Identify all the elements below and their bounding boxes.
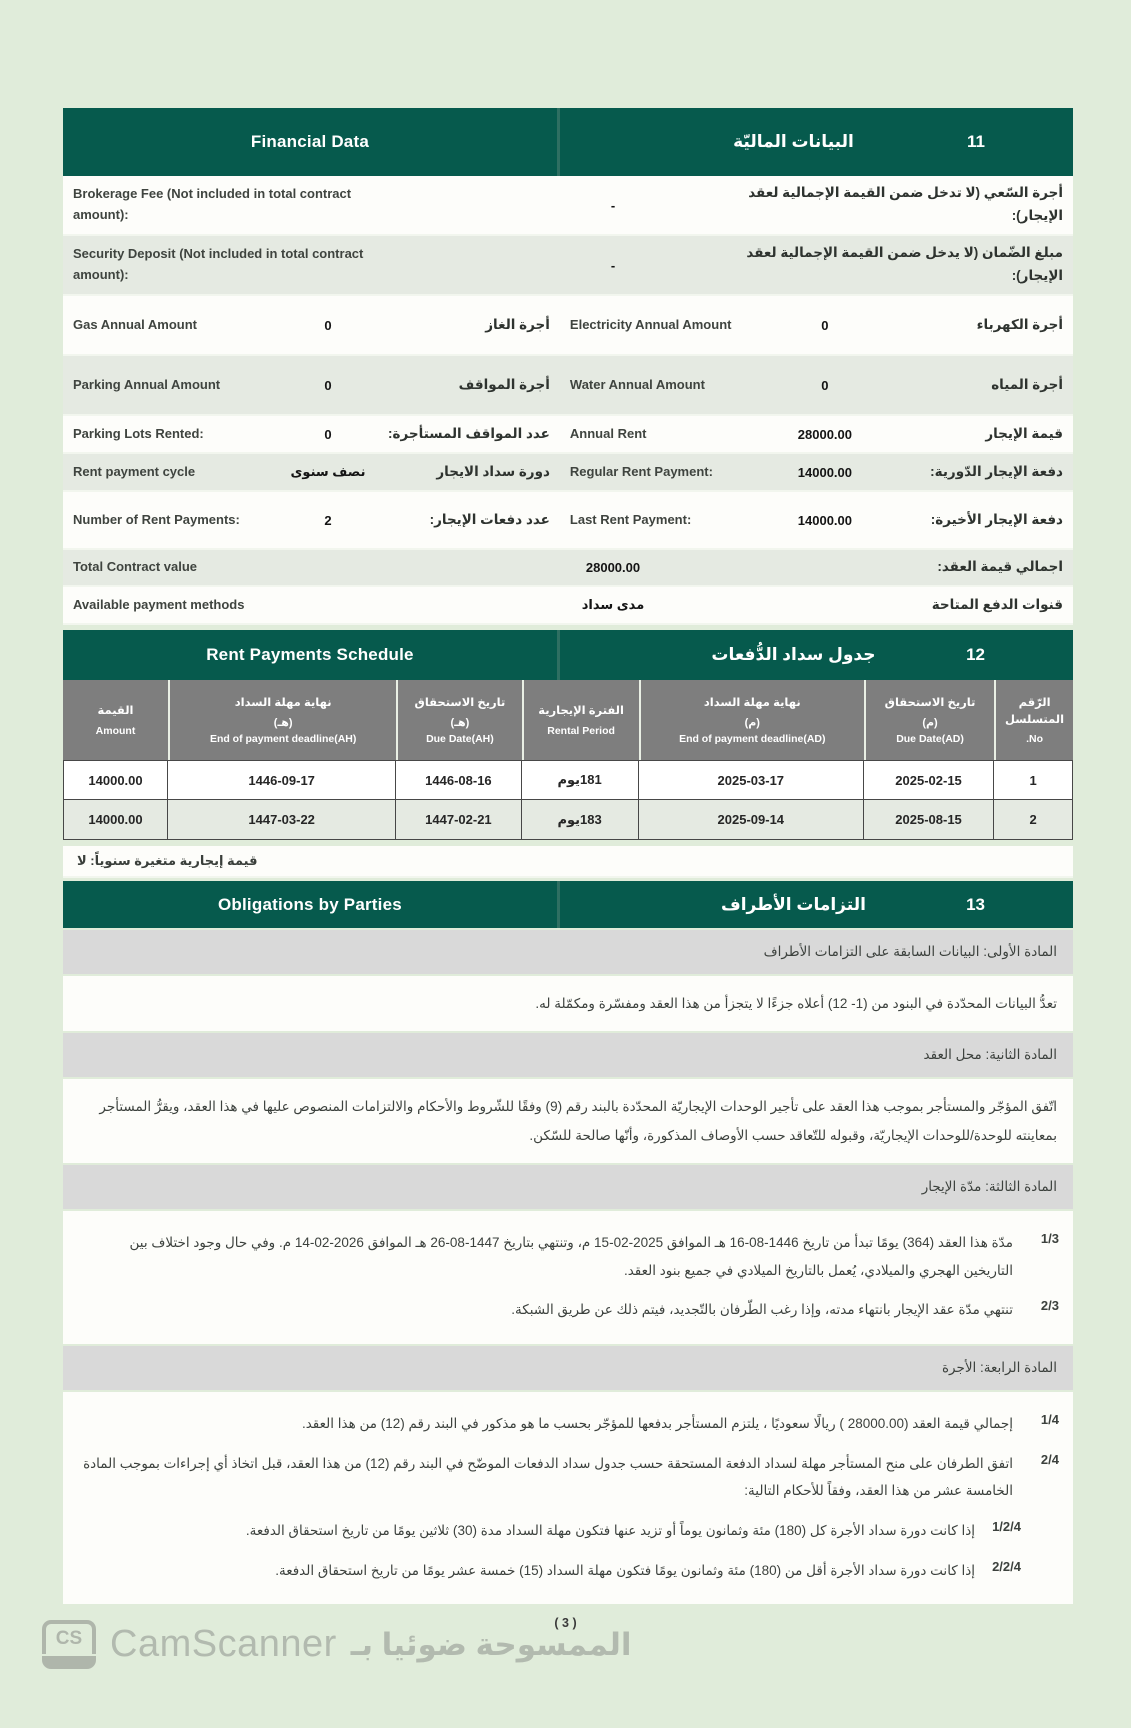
clause-text: إذا كانت دورة سداد الأجرة كل (180) مئة وثمانون يوماً أو تزيد عنها فتكون مهلة السداد مدة (30) ثلاثين يومًا من تاريخ استحقاق الدفعة. xyxy=(245,1523,975,1539)
camscanner-logo-icon xyxy=(42,1620,96,1669)
value: 14000.00 xyxy=(797,512,853,528)
article-2-text: اتّفق المؤجّر والمستأجر بموجب هذا العقد على تأجير الوحدات الإيجاريّة المحدّدة بالبند رقم (9) وفقًا للشّروط والأحكام والالتزامات المنصوص عليها في هذا العقد، ويقرُّ المستأجر بمعاينته للوحدة/للوحدات الإيجاريّة، وقبوله للتّعاقد حسب الأوصاف المذكورة، وأنّها صالحة للسّكن. xyxy=(63,1079,1073,1163)
value: مدى سداد xyxy=(581,597,645,612)
col-ar-sub: (م) xyxy=(922,717,938,730)
cell-annual-rent xyxy=(560,423,1073,446)
section-header-obligations xyxy=(63,881,1073,928)
value: 2 xyxy=(324,512,332,528)
col-due-date-ad xyxy=(864,680,994,760)
cell-parking-lots xyxy=(63,423,560,446)
row-security-deposit xyxy=(63,236,1073,296)
clause-1-2-4 xyxy=(77,1517,1059,1545)
value: 0 xyxy=(821,317,829,333)
section-title-en: Financial Data xyxy=(250,132,369,151)
section-title-en-wrap xyxy=(63,630,560,680)
value: 14000.00 xyxy=(797,464,853,480)
clause-text: مدّة هذا العقد (364) يومًا تبدأ من تاريخ 1446-08-16 هـ الموافق 2025-02-15 م، وتنتهي بتاريخ 1447-08-26 هـ الموافق 2026-02-14 م. وفي حال وجود اختلاف بين التاريخين الهجري والميلادي، يُعمل بالتاريخ الميلادي في جميع بنود العقد. xyxy=(129,1235,1013,1278)
section-title-ar-wrap xyxy=(560,630,1073,680)
section-number: 12 xyxy=(966,645,985,664)
col-ar: نهاية مهلة السداد xyxy=(703,696,801,709)
cell-serial-no: 2 xyxy=(994,800,1073,840)
cell-due-date-ad: 2025-08-15 xyxy=(864,800,994,840)
clause-2-3 xyxy=(77,1296,1059,1324)
rent-payments-schedule xyxy=(63,630,1073,878)
cell-amount: 14000.00 xyxy=(63,760,168,800)
section-title-ar-wrap xyxy=(560,881,1073,928)
contract-page xyxy=(63,108,1073,1604)
label-ar: مبلغ الضّمان (لا يدخل ضمن القيمة الإجمالية لعقد الإيجار): xyxy=(746,245,1063,283)
obligations-section xyxy=(63,881,1073,1604)
cell-due-date-ad: 2025-02-15 xyxy=(864,760,994,800)
label-en: Regular Rent Payment: xyxy=(569,463,713,479)
cell-rental-period: 183يوم xyxy=(522,800,639,840)
value: 0 xyxy=(324,317,332,333)
cell-water xyxy=(560,374,1073,397)
clause-1-4 xyxy=(77,1410,1059,1438)
clause-number: 2/2/4 xyxy=(992,1558,1021,1574)
col-amount xyxy=(63,680,168,760)
camscanner-watermark xyxy=(42,1620,632,1669)
watermark-arabic-text: الممسوحة ضوئيا بـ xyxy=(350,1626,632,1662)
row-parking-water xyxy=(63,356,1073,416)
section-title-ar: البيانات الماليّة xyxy=(733,132,854,151)
section-number: 11 xyxy=(967,132,985,151)
label-en: Last Rent Payment: xyxy=(569,511,692,527)
value: - xyxy=(610,197,616,213)
value: 28000.00 xyxy=(585,560,641,575)
label-en: Parking Annual Amount xyxy=(73,376,221,392)
row-payment-methods xyxy=(63,587,1073,625)
col-en: End of payment deadline(AH) xyxy=(209,733,357,746)
value: 0 xyxy=(324,426,332,442)
section-title-en-wrap xyxy=(63,108,560,176)
cell-electricity xyxy=(560,314,1073,337)
label-ar: أجرة السّعي (لا تدخل ضمن القيمة الإجمالية لعقد الإيجار): xyxy=(748,185,1063,223)
value: 0 xyxy=(821,377,829,393)
section-title-en-wrap xyxy=(63,881,560,928)
value: 0 xyxy=(324,377,332,393)
camscanner-logo-bar xyxy=(42,1656,96,1669)
label-ar: دفعة الإيجار الدّورية: xyxy=(930,463,1063,479)
label-ar: عدد دفعات الإيجار: xyxy=(429,511,550,527)
col-serial-no xyxy=(994,680,1073,760)
col-en: Rental Period xyxy=(547,724,615,737)
schedule-row-2 xyxy=(63,800,1073,840)
col-ar: تاريخ الاستحقاق xyxy=(414,696,506,709)
label-en: Electricity Annual Amount xyxy=(569,316,732,332)
col-en: .No xyxy=(1026,733,1044,746)
cell-parking-amount xyxy=(63,374,560,397)
col-ar-sub: (هـ) xyxy=(273,717,293,730)
cell-end-deadline-ah: 1446-09-17 xyxy=(168,760,396,800)
col-end-deadline-ah xyxy=(168,680,396,760)
section-header-financial-data xyxy=(63,108,1073,176)
col-en: Due Date(AH) xyxy=(426,733,494,746)
cell-end-deadline-ah: 1447-03-22 xyxy=(168,800,396,840)
label-ar: أجرة الكهرباء xyxy=(976,316,1063,332)
label-en: Brokerage Fee (Not included in total contract amount): xyxy=(73,186,352,222)
label-ar: اجمالي قيمة العقد: xyxy=(937,559,1063,575)
label-ar: قنوات الدفع المتاحة xyxy=(931,596,1063,612)
section-title-en: Obligations by Parties xyxy=(218,894,402,914)
section-title-en: Rent Payments Schedule xyxy=(206,645,414,664)
col-en: Due Date(AD) xyxy=(896,733,964,746)
col-ar: القيمة xyxy=(97,705,134,718)
value: - xyxy=(610,257,616,273)
label-ar: دفعة الإيجار الأخيرة: xyxy=(930,511,1063,527)
clause-1-3 xyxy=(77,1229,1059,1284)
label-en: Parking Lots Rented: xyxy=(73,425,204,441)
variable-rent-note: قيمة إيجارية متغيرة سنوياً: لا xyxy=(63,846,1073,878)
cell-regular-payment xyxy=(560,461,1073,484)
col-rental-period xyxy=(522,680,639,760)
clause-number: 2/3 xyxy=(1040,1298,1059,1314)
cell-end-deadline-ad: 2025-09-14 xyxy=(639,800,864,840)
page-number: ( 3 ) xyxy=(554,1616,577,1631)
article-3-clauses xyxy=(63,1211,1073,1344)
label-ar: أجرة الغاز xyxy=(485,316,550,332)
article-3-heading: المادة الثالثة: مدّة الإيجار xyxy=(63,1165,1073,1209)
col-ar-sub: (م) xyxy=(744,717,760,730)
row-brokerage-fee xyxy=(63,176,1073,236)
page-footer xyxy=(0,1608,1131,1728)
col-end-deadline-ad xyxy=(639,680,864,760)
article-4-clauses xyxy=(63,1392,1073,1604)
row-parkinglots-annualrent xyxy=(63,416,1073,454)
label-ar: عدد المواقف المستأجرة: xyxy=(388,425,550,441)
article-2-heading: المادة الثانية: محل العقد xyxy=(63,1033,1073,1077)
label-en: Water Annual Amount xyxy=(569,376,705,392)
value: نصف سنوى xyxy=(290,464,366,479)
value: 28000.00 xyxy=(797,426,853,442)
schedule-row-1 xyxy=(63,760,1073,800)
clause-text: تنتهي مدّة عقد الإيجار بانتهاء مدته، وإذا رغب الطّرفان بالتّجديد، فيتم ذلك عن طريق الشبكة. xyxy=(511,1302,1013,1318)
col-ar: الرّقم المتسلسل xyxy=(1005,696,1065,726)
clause-2-4 xyxy=(77,1450,1059,1505)
cell-gas xyxy=(63,314,560,337)
cell-due-date-ah: 1446-08-16 xyxy=(396,760,521,800)
col-ar: تاريخ الاستحقاق xyxy=(884,696,976,709)
col-due-date-ah xyxy=(396,680,521,760)
col-en: End of payment deadline(AD) xyxy=(679,733,826,746)
clause-text: اتفق الطرفان على منح المستأجر مهلة لسداد الدفعة المستحقة حسب جدول سداد الدفعات الموضّح في البند رقم (12) من هذا العقد، قبل اتخاذ أي إجراءات بموجب المادة الخامسة عشر من هذا العقد، وفقاً للأحكام التالية: xyxy=(83,1455,1013,1499)
label-en: Rent payment cycle xyxy=(73,463,196,479)
label-en: Total Contract value xyxy=(73,559,198,575)
section-title-ar: جدول سداد الدُّفعات xyxy=(711,645,876,664)
label-en: Available payment methods xyxy=(73,596,245,612)
cell-last-payment xyxy=(560,509,1073,532)
label-en: Number of Rent Payments: xyxy=(73,511,240,527)
col-ar: نهاية مهلة السداد xyxy=(234,696,332,709)
label-ar: دورة سداد الايجار xyxy=(436,463,550,479)
label-ar: أجرة المواقف xyxy=(458,376,550,392)
col-ar-sub: (هـ) xyxy=(450,717,470,730)
clause-number: 1/3 xyxy=(1040,1231,1059,1247)
label-en: Gas Annual Amount xyxy=(73,316,197,332)
camscanner-logo-text: CS xyxy=(42,1620,96,1654)
article-4-heading: المادة الرابعة: الأجرة xyxy=(63,1346,1073,1390)
section-number: 13 xyxy=(966,894,985,914)
section-title-ar: التزامات الأطراف xyxy=(720,894,866,914)
cell-due-date-ah: 1447-02-21 xyxy=(396,800,521,840)
col-ar: الفترة الإيجارية xyxy=(538,705,624,718)
clause-number: 1/2/4 xyxy=(992,1519,1021,1535)
cell-amount: 14000.00 xyxy=(63,800,168,840)
clause-number: 2/4 xyxy=(1040,1451,1059,1467)
row-numpayments-lastpayment xyxy=(63,492,1073,550)
col-en: Amount xyxy=(95,724,136,737)
row-cycle-regularpayment xyxy=(63,454,1073,492)
article-1-heading: المادة الأولى: البيانات السابقة على التزامات الأطراف xyxy=(63,930,1073,974)
label-ar: أجرة المياه xyxy=(991,376,1063,392)
section-title-ar-wrap xyxy=(560,108,1073,176)
clause-number: 1/4 xyxy=(1040,1412,1059,1428)
cell-payment-cycle xyxy=(63,461,560,484)
schedule-header-row xyxy=(63,680,1073,760)
watermark-brand-text: CamScanner xyxy=(110,1623,337,1666)
cell-rental-period: 181يوم xyxy=(522,760,639,800)
article-1-text: تعدُّ البيانات المحدّدة في البنود من (1- 12) أعلاه جزءًا لا يتجزأ من هذا العقد ومفسّرة ومكمّلة له. xyxy=(63,976,1073,1031)
label-en: Security Deposit (Not included in total contract amount): xyxy=(73,246,364,282)
clause-2-2-4 xyxy=(77,1557,1059,1585)
label-ar: قيمة الإيجار xyxy=(985,425,1063,441)
cell-serial-no: 1 xyxy=(994,760,1073,800)
clause-text: إذا كانت دورة سداد الأجرة أقل من (180) مئة وثمانون يومًا فتكون مهلة السداد (15) خمسة عشر يومًا من تاريخ استحقاق الدفعة. xyxy=(275,1562,975,1578)
cell-num-payments xyxy=(63,509,560,532)
cell-end-deadline-ad: 2025-03-17 xyxy=(639,760,864,800)
label-en: Annual Rent xyxy=(569,425,647,441)
section-header-payments-schedule xyxy=(63,630,1073,680)
clause-text: إجمالي قيمة العقد (28000.00 ) ريالًا سعوديًا ، يلتزم المستأجر بدفعها للمؤجّر بحسب ما هو مذكور في البند رقم (12) من هذا العقد. xyxy=(301,1416,1013,1432)
row-total-contract-value xyxy=(63,550,1073,587)
row-gas-electricity xyxy=(63,296,1073,356)
